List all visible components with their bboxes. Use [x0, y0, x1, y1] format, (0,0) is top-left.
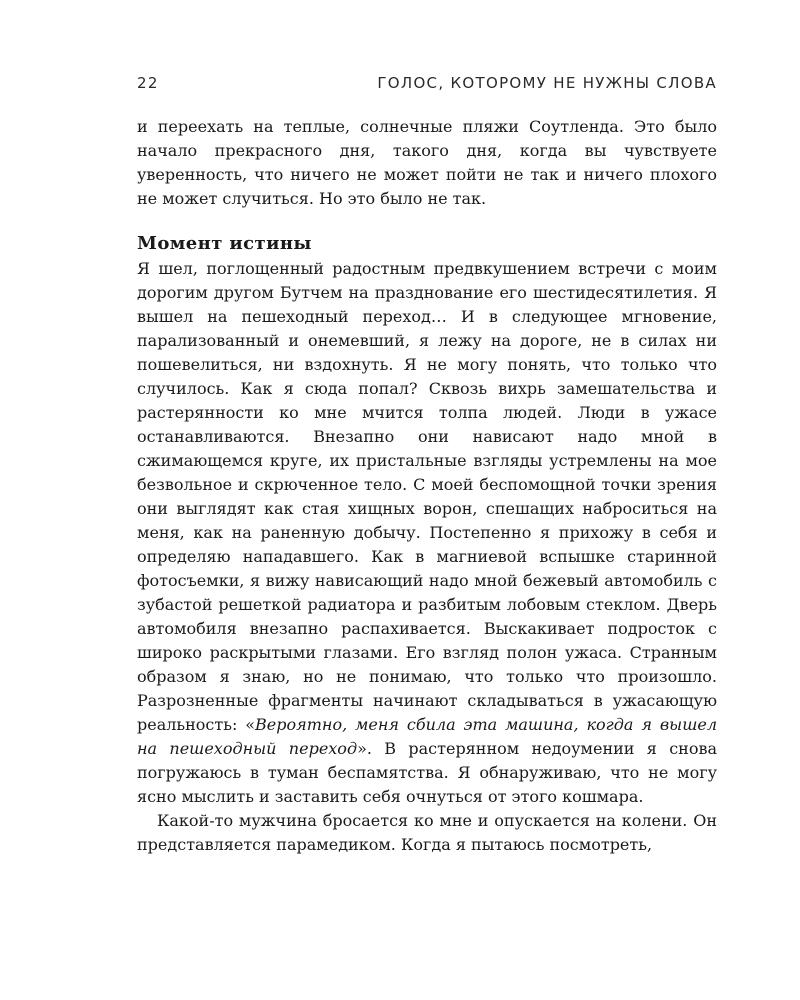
- italic-quote: Вероятно, меня сбила эта машина, когда я вышел на пешеходный переход: [137, 715, 717, 758]
- section-heading: Момент истины: [137, 233, 312, 254]
- book-page: [137, 0, 717, 1000]
- paragraph-continued: и переехать на теплые, солнечные пляжи Соутленда. Это было начало прекрасного дня, такого дня, когда вы чувствуете уверенность, что ничего не может пойти не так и ничего плохого не может случиться. Но это было не так.: [137, 117, 717, 208]
- page-number: 22: [137, 74, 159, 92]
- paragraph-text-end: ». В растерянном недоумении я снова погружаюсь в туман беспамятства. Я обнаруживаю, что не могу ясно мыслить и заставить себя очнуться от этого кошмара.: [137, 739, 718, 806]
- paragraph: [137, 257, 717, 809]
- body-text: [137, 115, 717, 857]
- paragraph: Какой-то мужчина бросается ко мне и опускается на колени. Он представляется парамедиком. Когда я пытаюсь посмотреть,: [137, 811, 717, 854]
- running-head: [137, 70, 717, 96]
- paragraph-text-start: Я шел, поглощенный радостным предвкушением встречи с моим дорогим другом Бутчем на празднование его шестидесятилетия. Я вышел на пешеходный переход… И в следующее мгновение, парализованный и онемевший, я лежу на дороге, не в силах ни пошевелиться, ни вздохнуть. Я не могу понять, что только что случилось. Как я сюда попал? Сквозь вихрь замешательства и растерянности ко мне мчится толпа людей. Люди в ужасе останавливаются. Внезапно они нависают надо мной в сжимающемся круге, их пристальные взгляды устремлены на мое безвольное и скрюченное тело. С моей беспомощной точки зрения они выглядят как стая хищных ворон, спешащих наброситься на меня, как на раненную добычу. Постепенно я прихожу в себя и определяю нападавшего. Как в магниевой вспышке старинной фотосъемки, я вижу нависающий надо мной бежевый автомобиль с зубастой решеткой радиатора и разбитым лобовым стеклом. Дверь автомобиля внезапно распахивается. Выскакивает подросток с широко раскрытыми глазами. Его взгляд полон ужаса. Странным образом я знаю, но не понимаю, что только что произошло. Разрозненные фрагменты начинают складываться в ужасающую реальность: «: [137, 259, 717, 734]
- running-title: ГОЛОС, КОТОРОМУ НЕ НУЖНЫ СЛОВА: [377, 74, 717, 92]
